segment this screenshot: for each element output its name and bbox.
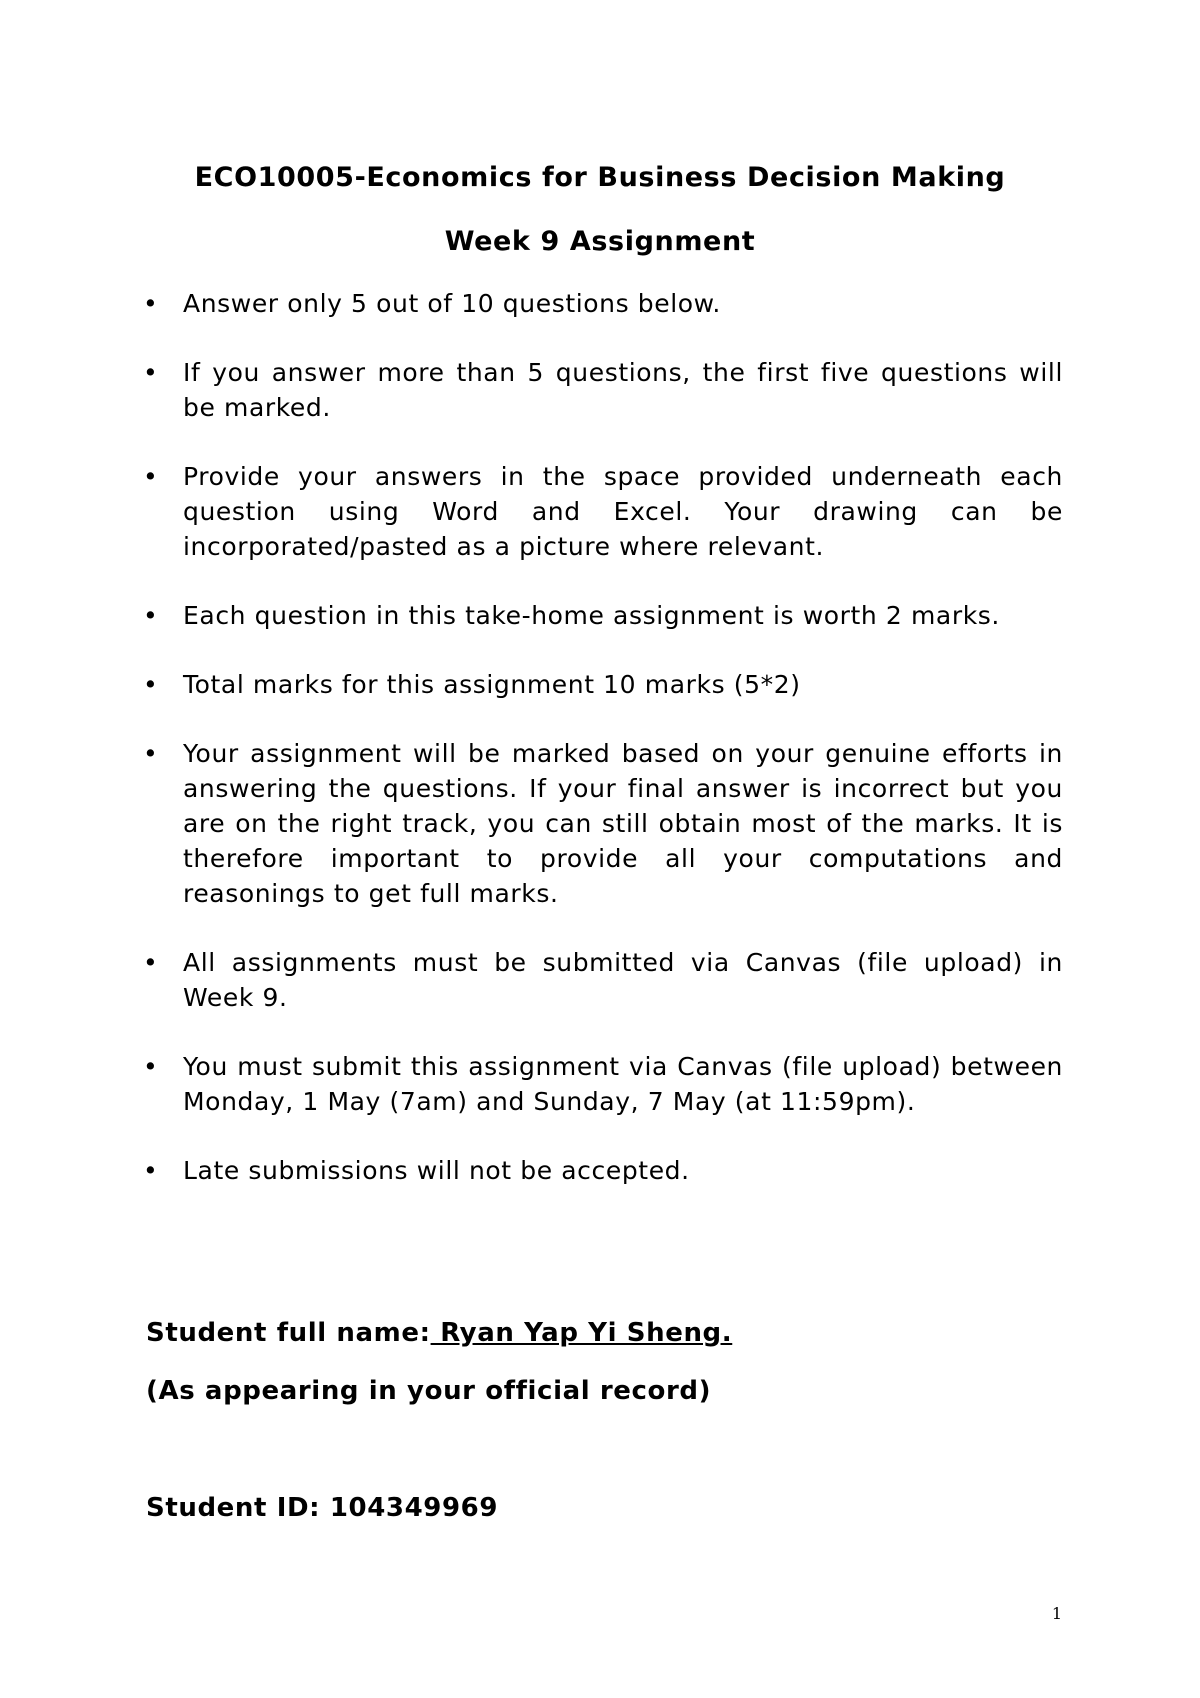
- bullet-icon: •: [143, 289, 159, 318]
- instruction-text: You must submit this assignment via Canvas (file upload) between Monday, 1 May (7am) and Sunday, 7 May (at 11:59pm).: [183, 1052, 1063, 1116]
- instruction-text: All assignments must be submitted via Canvas (file upload) in Week 9.: [183, 948, 1063, 1012]
- instruction-text: If you answer more than 5 questions, the first five questions will be marked.: [183, 358, 1063, 422]
- instruction-text: Late submissions will not be accepted.: [183, 1156, 690, 1185]
- list-item: [143, 1153, 1063, 1188]
- student-name-row: [146, 1318, 732, 1348]
- student-id-row: [146, 1493, 498, 1523]
- bullet-icon: •: [143, 739, 159, 768]
- bullet-icon: •: [143, 358, 159, 387]
- list-item: [143, 286, 1063, 321]
- instruction-text: Provide your answers in the space provided underneath each question using Word and Excel. Your drawing can be incorporated/pasted as a picture where relevant.: [183, 462, 1063, 561]
- student-id-label: Student ID:: [146, 1493, 321, 1523]
- list-item: [143, 736, 1063, 911]
- student-name-note: (As appearing in your official record): [146, 1376, 712, 1406]
- instructions-list: [143, 286, 1063, 1222]
- instruction-text: Each question in this take-home assignment is worth 2 marks.: [183, 601, 1000, 630]
- assignment-title: Week 9 Assignment: [444, 226, 756, 257]
- list-item: [143, 667, 1063, 702]
- instruction-text: Your assignment will be marked based on your genuine efforts in answering the questions. If your final answer is incorrect but you are on the right track, you can still obtain most of the marks. It is therefore important to provide all your computations and reasonings to get full marks.: [183, 739, 1063, 908]
- student-name-label: Student full name:: [146, 1318, 431, 1348]
- list-item: [143, 1049, 1063, 1119]
- list-item: [143, 459, 1063, 564]
- bullet-icon: •: [143, 1052, 159, 1081]
- page-number: 1: [1051, 1604, 1062, 1623]
- bullet-icon: •: [143, 1156, 159, 1185]
- list-item: [143, 598, 1063, 633]
- bullet-icon: •: [143, 601, 159, 630]
- list-item: [143, 355, 1063, 425]
- list-item: [143, 945, 1063, 1015]
- course-title: ECO10005-Economics for Business Decision Making: [194, 162, 1006, 193]
- student-name-value: Ryan Yap Yi Sheng.: [430, 1318, 733, 1348]
- student-id-value: 104349969: [329, 1493, 499, 1523]
- bullet-icon: •: [143, 670, 159, 699]
- instruction-text: Answer only 5 out of 10 questions below.: [183, 289, 721, 318]
- instruction-text: Total marks for this assignment 10 marks (5*2): [183, 670, 801, 699]
- bullet-icon: •: [143, 948, 159, 977]
- bullet-icon: •: [143, 462, 159, 491]
